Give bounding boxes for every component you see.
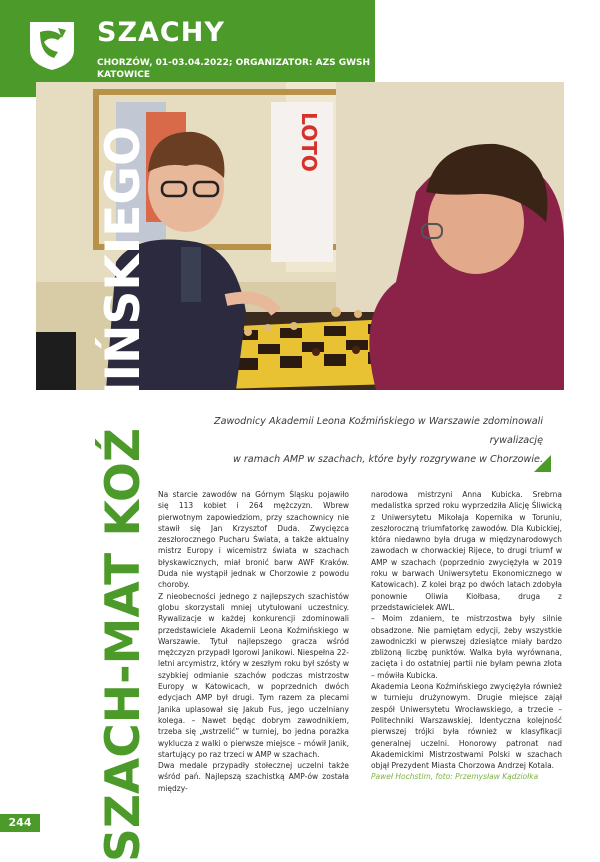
author-credit: Paweł Hochstim, foto: Przemysław Kądziołka (371, 772, 539, 782)
paragraph: narodowa mistrzyni Anna Kubicka. Srebrna medalistka sprzed roku wyprzedziła Alicję Śliwicką z Uniwersytetu Mikołaja Kopernika w Toruniu, zeszłoroczną triumfatorkę zawodów. Dla Kubickiej, która niedawno była druga w międzynarodowych zawodach w chorwackiej Rijece, to drugi triumf w AMP w szachach (poprzednio zwyciężyła w 2019 roku w barwach Uniwersytetu Ekonomicznego w Katowicach). Z kolei brąz po dwóch latach zdobyła ponownie Oliwia Kiołbasa, druga z przedstawicielek AWL. (371, 490, 562, 612)
paragraph: Akademia Leona Koźmińskiego zwyciężyła również w turnieju drużynowym. Drugie miejsce zajął zespół Uniwersytetu Wrocławskiego, a trzecie – Politechniki Warszawskiej. Identyczna kolejność pierwszej trójki była również w klasyfikacji generalnej uczelni. Honorowy patronat nad Akademickimi Mistrzostwami Polski w szachach objął Prezydent Miasta Chorzowa Andrzej Kotala. (371, 682, 562, 771)
vertical-title-green: SZACH-MAT KOŹ (96, 428, 151, 862)
corner-triangle-icon (534, 455, 551, 472)
event-info: CHORZÓW, 01-03.04.2022; ORGANIZATOR: AZS GWSH KATOWICE (97, 58, 371, 80)
vertical-title-white: MIŃSKIEGO (96, 126, 151, 429)
vertical-title (84, 126, 164, 862)
paragraph: – Moim zdaniem, te mistrzostwa były silnie obsadzone. Nie pamiętam edycji, żeby wszystkie zawodniczki w pierwszej dziesiątce miały bardzo zbliżoną liczbę punktów. Walka była wyrównana, zacięta i do ostatniej partii nie byłam pewna złota – mówiła Kubicka. (371, 614, 562, 680)
paragraph: Z nieobecności jednego z najlepszych szachistów globu skorzystali mniej utytułowani uczestnicy. Rywalizacje w każdej konkurencji zdominowali przedstawiciele Akademii Leona Koźmińskiego w Warszawie. Tytuł najlepszego gracza wśród mężczyzn przypadł Igorowi Janikowi. Niespełna 22-letni arcymistrz, który w zeszłym roku był szósty w szybkiej odmianie szachów podczas mistrzostw Europy w Katowicach, w poprzednich dwóch edycjach AMP był drugi. Tym razem za plecami Janika uplasował się Jakub Fus, jego uczelniany kolega. – Nawet będąc dobrym zawodnikiem, trzeba się „wstrzelić” w turniej, bo jedna porażka wyklucza z walki o pierwsze miejsce – mówił Janik, startujący po raz trzeci w AMP w szachach. (158, 591, 349, 759)
caption-line-1: Zawodnicy Akademii Leona Koźmińskiego w Warszawie zdominowali rywalizację (214, 416, 543, 446)
azs-logo-icon (28, 20, 76, 72)
paragraph: Na starcie zawodów na Górnym Śląsku pojawiło się 113 kobiet i 264 mężczyzn. Wbrew pierwotnym zapowiedziom, przy szachownicy nie stawił się Jan Krzysztof Duda. Zwycięzca zeszłorocznego Pucharu Świata, a także aktualny mistrz Europy i wicemistrz świata w szachach błyskawicznych, miał bronić barw AWF Kraków. Duda nie wystąpił jednak w Chorzowie z powodu choroby. (158, 490, 349, 590)
page-number: 244 (0, 814, 40, 832)
paragraph: Dwa medale przypadły stołecznej uczelni także wśród pań. Najlepszą szachistką AMP-ów została między- (158, 761, 349, 793)
article-column-left (158, 489, 349, 794)
article-column-right (371, 489, 562, 783)
sport-title: SZACHY (97, 17, 225, 48)
photo-caption (178, 412, 543, 469)
caption-line-2: w ramach AMP w szachach, które były rozgrywane w Chorzowie. (232, 454, 543, 465)
banner-text: LOTO (297, 112, 321, 172)
